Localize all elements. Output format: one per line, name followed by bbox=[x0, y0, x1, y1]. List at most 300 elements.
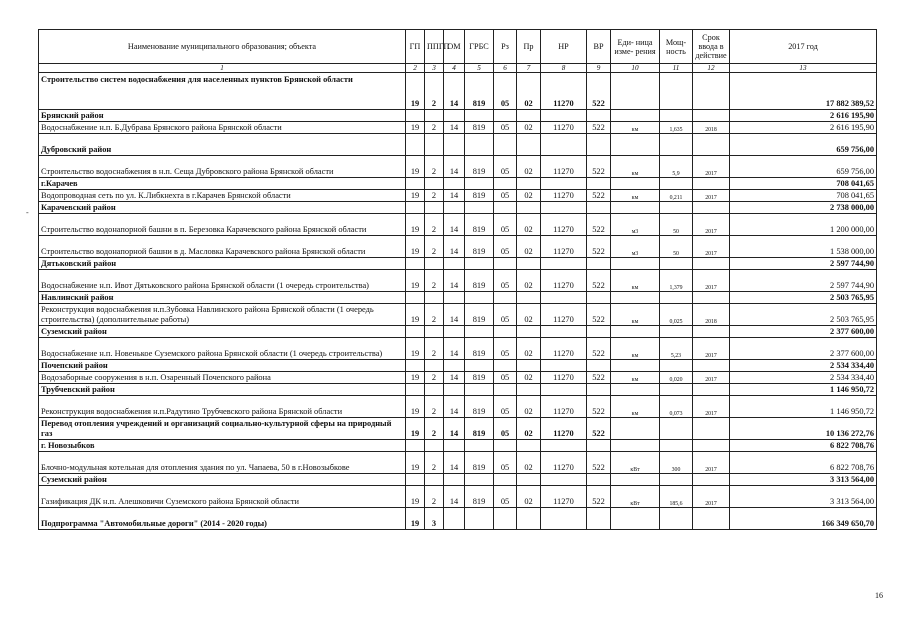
cell-unit: км bbox=[611, 338, 660, 360]
cell-power: 5,23 bbox=[660, 338, 693, 360]
table-row bbox=[39, 508, 877, 530]
cell-nr: 11270 bbox=[541, 396, 587, 418]
cell-gp: 19 bbox=[406, 190, 425, 202]
cell-grbs: 819 bbox=[465, 304, 494, 326]
cell-vr bbox=[587, 292, 611, 304]
cell-nr bbox=[541, 134, 587, 156]
page-number: 16 bbox=[875, 591, 883, 600]
cell-pr: 02 bbox=[517, 122, 541, 134]
cell-nr bbox=[541, 202, 587, 214]
cell-nr: 11270 bbox=[541, 372, 587, 384]
row-name: Суземский район bbox=[39, 326, 406, 338]
cell-amount: 2 616 195,90 bbox=[730, 122, 877, 134]
cell-unit: км bbox=[611, 304, 660, 326]
cell-term bbox=[693, 258, 730, 270]
cell-om bbox=[444, 292, 465, 304]
cell-grbs: 819 bbox=[465, 190, 494, 202]
cell-power bbox=[660, 292, 693, 304]
table-row bbox=[39, 418, 877, 440]
cell-unit: км bbox=[611, 396, 660, 418]
cell-om: 14 bbox=[444, 372, 465, 384]
cell-power bbox=[660, 326, 693, 338]
table-row bbox=[39, 214, 877, 236]
cell-gp bbox=[406, 202, 425, 214]
cell-power: 1,379 bbox=[660, 270, 693, 292]
cell-term: 2018 bbox=[693, 304, 730, 326]
table-row bbox=[39, 156, 877, 178]
cell-grbs bbox=[465, 508, 494, 530]
cell-gp bbox=[406, 326, 425, 338]
cell-om: 14 bbox=[444, 214, 465, 236]
cell-grbs: 819 bbox=[465, 372, 494, 384]
cell-om bbox=[444, 384, 465, 396]
cell-pr: 02 bbox=[517, 418, 541, 440]
group-row bbox=[39, 474, 877, 486]
cell-rz: 05 bbox=[494, 396, 517, 418]
cell-pr bbox=[517, 134, 541, 156]
cell-term: 2017 bbox=[693, 338, 730, 360]
cell-gp: 19 bbox=[406, 338, 425, 360]
table-row bbox=[39, 452, 877, 474]
cell-grbs: 819 bbox=[465, 396, 494, 418]
cell-pr: 02 bbox=[517, 270, 541, 292]
cell-vr: 522 bbox=[587, 396, 611, 418]
group-row bbox=[39, 360, 877, 372]
cell-unit bbox=[611, 178, 660, 190]
cell-gp: 19 bbox=[406, 73, 425, 110]
cell-rz bbox=[494, 292, 517, 304]
cell-gp: 19 bbox=[406, 156, 425, 178]
cell-amount: 708 041,65 bbox=[730, 190, 877, 202]
cell-rz bbox=[494, 474, 517, 486]
cell-unit: км bbox=[611, 270, 660, 292]
cell-rz: 05 bbox=[494, 122, 517, 134]
cell-om bbox=[444, 326, 465, 338]
table-row bbox=[39, 122, 877, 134]
cell-unit bbox=[611, 474, 660, 486]
table-row bbox=[39, 338, 877, 360]
cell-om: 14 bbox=[444, 486, 465, 508]
cell-nr bbox=[541, 292, 587, 304]
cell-term bbox=[693, 73, 730, 110]
cell-pr bbox=[517, 440, 541, 452]
cell-grbs: 819 bbox=[465, 214, 494, 236]
cell-pr: 02 bbox=[517, 486, 541, 508]
cell-om bbox=[444, 134, 465, 156]
cell-om: 14 bbox=[444, 73, 465, 110]
cell-term bbox=[693, 508, 730, 530]
budget-table bbox=[38, 29, 877, 530]
row-name: Строительство водонапорной башни в д. Масловка Карачевского района Брянской области bbox=[39, 236, 406, 258]
cell-grbs: 819 bbox=[465, 73, 494, 110]
cell-power: 0,025 bbox=[660, 304, 693, 326]
cell-power: 50 bbox=[660, 214, 693, 236]
cell-rz: 05 bbox=[494, 486, 517, 508]
table-row bbox=[39, 236, 877, 258]
cell-rz: 05 bbox=[494, 214, 517, 236]
cell-power bbox=[660, 110, 693, 122]
col-number: 6 bbox=[494, 64, 517, 73]
cell-nr: 11270 bbox=[541, 214, 587, 236]
col-number: 13 bbox=[730, 64, 877, 73]
cell-gp bbox=[406, 292, 425, 304]
cell-ppgp: 2 bbox=[425, 486, 444, 508]
cell-gp: 19 bbox=[406, 214, 425, 236]
cell-pr bbox=[517, 258, 541, 270]
cell-vr: 522 bbox=[587, 214, 611, 236]
cell-grbs bbox=[465, 474, 494, 486]
row-name: Водоснабжение н.п. Новенькое Суземского района Брянской области (1 очередь строительства) bbox=[39, 338, 406, 360]
group-row bbox=[39, 202, 877, 214]
col-number: 4 bbox=[444, 64, 465, 73]
cell-ppgp bbox=[425, 258, 444, 270]
cell-grbs bbox=[465, 134, 494, 156]
cell-nr bbox=[541, 110, 587, 122]
col-number: 7 bbox=[517, 64, 541, 73]
cell-term bbox=[693, 474, 730, 486]
cell-unit bbox=[611, 202, 660, 214]
col-number: 1 bbox=[39, 64, 406, 73]
table-row bbox=[39, 486, 877, 508]
cell-gp bbox=[406, 134, 425, 156]
cell-nr: 11270 bbox=[541, 418, 587, 440]
cell-ppgp: 2 bbox=[425, 236, 444, 258]
cell-nr: 11270 bbox=[541, 122, 587, 134]
cell-gp: 19 bbox=[406, 304, 425, 326]
cell-pr bbox=[517, 326, 541, 338]
table-row bbox=[39, 270, 877, 292]
cell-grbs: 819 bbox=[465, 452, 494, 474]
cell-rz: 05 bbox=[494, 372, 517, 384]
group-row bbox=[39, 258, 877, 270]
cell-om: 14 bbox=[444, 338, 465, 360]
cell-term: 2017 bbox=[693, 452, 730, 474]
row-name: г.Карачев bbox=[39, 178, 406, 190]
cell-unit bbox=[611, 110, 660, 122]
cell-amount: 2 503 765,95 bbox=[730, 304, 877, 326]
cell-nr: 11270 bbox=[541, 270, 587, 292]
cell-term bbox=[693, 440, 730, 452]
cell-unit bbox=[611, 326, 660, 338]
cell-om: 14 bbox=[444, 190, 465, 202]
cell-om: 14 bbox=[444, 270, 465, 292]
cell-amount: 2 377 600,00 bbox=[730, 326, 877, 338]
cell-unit: кВт bbox=[611, 452, 660, 474]
cell-gp: 19 bbox=[406, 452, 425, 474]
cell-ppgp: 2 bbox=[425, 396, 444, 418]
cell-om: 14 bbox=[444, 418, 465, 440]
cell-grbs: 819 bbox=[465, 486, 494, 508]
row-name: Реконструкция водоснабжения н.п.Зубовка Навлинского района Брянской области (1 очередь строительства) (дополнительные работы) bbox=[39, 304, 406, 326]
cell-pr bbox=[517, 384, 541, 396]
cell-gp bbox=[406, 360, 425, 372]
cell-term bbox=[693, 326, 730, 338]
row-name: Суземский район bbox=[39, 474, 406, 486]
cell-ppgp bbox=[425, 326, 444, 338]
col-ppgp-header: ППГП bbox=[425, 30, 444, 64]
cell-rz bbox=[494, 384, 517, 396]
cell-amount: 2 597 744,90 bbox=[730, 258, 877, 270]
cell-rz bbox=[494, 202, 517, 214]
cell-amount: 6 822 708,76 bbox=[730, 440, 877, 452]
header-row bbox=[39, 30, 877, 64]
cell-unit bbox=[611, 384, 660, 396]
cell-pr: 02 bbox=[517, 190, 541, 202]
cell-vr: 522 bbox=[587, 452, 611, 474]
cell-term bbox=[693, 292, 730, 304]
row-name: Газификация ДК н.п. Алешковичи Суземского района Брянской области bbox=[39, 486, 406, 508]
row-name: Водоснабжение н.п. Ивот Дятьковского района Брянской области (1 очередь строительства) bbox=[39, 270, 406, 292]
cell-vr bbox=[587, 258, 611, 270]
cell-unit: кВт bbox=[611, 486, 660, 508]
cell-unit bbox=[611, 360, 660, 372]
cell-grbs: 819 bbox=[465, 156, 494, 178]
cell-rz: 05 bbox=[494, 338, 517, 360]
cell-pr bbox=[517, 508, 541, 530]
cell-unit bbox=[611, 292, 660, 304]
cell-rz bbox=[494, 326, 517, 338]
cell-amount: 2 738 000,00 bbox=[730, 202, 877, 214]
cell-ppgp: 2 bbox=[425, 190, 444, 202]
cell-term: 2017 bbox=[693, 486, 730, 508]
cell-unit: км bbox=[611, 190, 660, 202]
cell-vr bbox=[587, 474, 611, 486]
cell-grbs: 819 bbox=[465, 270, 494, 292]
cell-vr bbox=[587, 440, 611, 452]
col-number: 11 bbox=[660, 64, 693, 73]
cell-unit: км bbox=[611, 156, 660, 178]
cell-unit bbox=[611, 134, 660, 156]
cell-amount: 2 503 765,95 bbox=[730, 292, 877, 304]
table-row bbox=[39, 304, 877, 326]
cell-ppgp bbox=[425, 384, 444, 396]
col-number: 2 bbox=[406, 64, 425, 73]
cell-rz: 05 bbox=[494, 73, 517, 110]
cell-grbs: 819 bbox=[465, 338, 494, 360]
cell-vr: 522 bbox=[587, 73, 611, 110]
cell-term: 2017 bbox=[693, 190, 730, 202]
cell-ppgp: 2 bbox=[425, 73, 444, 110]
cell-vr bbox=[587, 178, 611, 190]
table-row bbox=[39, 73, 877, 110]
cell-nr: 11270 bbox=[541, 452, 587, 474]
cell-amount: 1 200 000,00 bbox=[730, 214, 877, 236]
cell-unit bbox=[611, 73, 660, 110]
cell-ppgp bbox=[425, 360, 444, 372]
cell-power: 1,635 bbox=[660, 122, 693, 134]
col-number: 10 bbox=[611, 64, 660, 73]
row-name: Перевод отопления учреждений и организаций социально-культурной сферы на природный газ bbox=[39, 418, 406, 440]
row-name: Карачевский район bbox=[39, 202, 406, 214]
group-row bbox=[39, 440, 877, 452]
col-year-header: 2017 год bbox=[730, 30, 877, 64]
cell-pr bbox=[517, 360, 541, 372]
group-row bbox=[39, 326, 877, 338]
cell-gp: 19 bbox=[406, 270, 425, 292]
cell-term: 2018 bbox=[693, 122, 730, 134]
group-row bbox=[39, 384, 877, 396]
col-number: 3 bbox=[425, 64, 444, 73]
cell-vr: 522 bbox=[587, 190, 611, 202]
cell-nr: 11270 bbox=[541, 338, 587, 360]
cell-amount: 3 313 564,00 bbox=[730, 474, 877, 486]
cell-nr bbox=[541, 178, 587, 190]
row-name: Почепский район bbox=[39, 360, 406, 372]
cell-power bbox=[660, 440, 693, 452]
cell-grbs bbox=[465, 110, 494, 122]
cell-nr: 11270 bbox=[541, 73, 587, 110]
cell-ppgp bbox=[425, 292, 444, 304]
cell-power: 0,020 bbox=[660, 372, 693, 384]
cell-ppgp: 2 bbox=[425, 122, 444, 134]
cell-power: 5,9 bbox=[660, 156, 693, 178]
row-name: Трубчевский район bbox=[39, 384, 406, 396]
cell-om: 14 bbox=[444, 396, 465, 418]
cell-term: 2017 bbox=[693, 236, 730, 258]
cell-rz bbox=[494, 360, 517, 372]
cell-vr bbox=[587, 360, 611, 372]
cell-power: 0,073 bbox=[660, 396, 693, 418]
cell-pr bbox=[517, 178, 541, 190]
cell-gp: 19 bbox=[406, 418, 425, 440]
cell-term: 2017 bbox=[693, 214, 730, 236]
cell-rz bbox=[494, 258, 517, 270]
cell-pr: 02 bbox=[517, 156, 541, 178]
cell-vr: 522 bbox=[587, 418, 611, 440]
cell-vr bbox=[587, 326, 611, 338]
table-row bbox=[39, 372, 877, 384]
row-name: Навлинский район bbox=[39, 292, 406, 304]
cell-grbs bbox=[465, 440, 494, 452]
cell-nr bbox=[541, 384, 587, 396]
row-name: Реконструкция водоснабжения н.п.Радутино Трубчевского района Брянской области bbox=[39, 396, 406, 418]
cell-vr bbox=[587, 384, 611, 396]
col-number: 12 bbox=[693, 64, 730, 73]
cell-gp: 19 bbox=[406, 486, 425, 508]
cell-term: 2017 bbox=[693, 372, 730, 384]
cell-ppgp: 2 bbox=[425, 418, 444, 440]
col-number: 8 bbox=[541, 64, 587, 73]
cell-power bbox=[660, 360, 693, 372]
row-name: Дятьковский район bbox=[39, 258, 406, 270]
col-grbs-header: ГРБС bbox=[465, 30, 494, 64]
cell-power bbox=[660, 418, 693, 440]
cell-term: 2017 bbox=[693, 396, 730, 418]
cell-power: 50 bbox=[660, 236, 693, 258]
row-name: Строительство систем водоснабжения для населенных пунктов Брянской области bbox=[39, 73, 406, 110]
col-term-header: Срок ввода в действие bbox=[693, 30, 730, 64]
cell-rz bbox=[494, 134, 517, 156]
cell-power bbox=[660, 178, 693, 190]
col-number: 9 bbox=[587, 64, 611, 73]
cell-pr bbox=[517, 202, 541, 214]
cell-vr: 522 bbox=[587, 486, 611, 508]
cell-nr: 11270 bbox=[541, 486, 587, 508]
cell-vr: 522 bbox=[587, 372, 611, 384]
cell-om bbox=[444, 508, 465, 530]
cell-power bbox=[660, 134, 693, 156]
col-number: 5 bbox=[465, 64, 494, 73]
cell-rz bbox=[494, 110, 517, 122]
row-name: Брянский район bbox=[39, 110, 406, 122]
cell-gp: 19 bbox=[406, 122, 425, 134]
cell-gp bbox=[406, 178, 425, 190]
cell-amount: 6 822 708,76 bbox=[730, 452, 877, 474]
cell-om: 14 bbox=[444, 156, 465, 178]
table-row bbox=[39, 396, 877, 418]
cell-amount: 2 597 744,90 bbox=[730, 270, 877, 292]
cell-nr bbox=[541, 440, 587, 452]
cell-vr: 522 bbox=[587, 156, 611, 178]
cell-vr: 522 bbox=[587, 338, 611, 360]
col-gp-header: ГП bbox=[406, 30, 425, 64]
cell-om: 14 bbox=[444, 122, 465, 134]
cell-unit: км bbox=[611, 372, 660, 384]
row-name: Дубровский район bbox=[39, 134, 406, 156]
cell-ppgp bbox=[425, 202, 444, 214]
col-name-header: Наименование муниципального образования; объекта bbox=[39, 30, 406, 64]
cell-amount: 166 349 650,70 bbox=[730, 508, 877, 530]
margin-mark: - bbox=[26, 208, 29, 217]
cell-om bbox=[444, 258, 465, 270]
cell-amount: 2 534 334,40 bbox=[730, 360, 877, 372]
cell-ppgp bbox=[425, 110, 444, 122]
group-row bbox=[39, 134, 877, 156]
row-name: Водозаборные сооружения в н.п. Озаренный Почепского района bbox=[39, 372, 406, 384]
cell-unit: м3 bbox=[611, 236, 660, 258]
cell-gp bbox=[406, 110, 425, 122]
cell-ppgp bbox=[425, 474, 444, 486]
col-power-header: Мощ- ность bbox=[660, 30, 693, 64]
cell-gp: 19 bbox=[406, 372, 425, 384]
cell-gp: 19 bbox=[406, 396, 425, 418]
cell-pr: 02 bbox=[517, 338, 541, 360]
row-name: Водоснабжение н.п. Б.Дубрава Брянского района Брянской области bbox=[39, 122, 406, 134]
cell-power bbox=[660, 508, 693, 530]
cell-nr bbox=[541, 258, 587, 270]
cell-pr: 02 bbox=[517, 236, 541, 258]
cell-vr bbox=[587, 134, 611, 156]
col-nr-header: НР bbox=[541, 30, 587, 64]
cell-term bbox=[693, 202, 730, 214]
group-row bbox=[39, 110, 877, 122]
cell-pr: 02 bbox=[517, 452, 541, 474]
cell-unit bbox=[611, 258, 660, 270]
cell-rz: 05 bbox=[494, 270, 517, 292]
cell-grbs: 819 bbox=[465, 418, 494, 440]
cell-gp bbox=[406, 258, 425, 270]
cell-nr: 11270 bbox=[541, 236, 587, 258]
cell-amount: 659 756,00 bbox=[730, 156, 877, 178]
cell-power bbox=[660, 73, 693, 110]
cell-amount: 1 146 950,72 bbox=[730, 384, 877, 396]
row-name: г. Новозыбков bbox=[39, 440, 406, 452]
cell-term bbox=[693, 110, 730, 122]
cell-pr bbox=[517, 474, 541, 486]
cell-pr: 02 bbox=[517, 73, 541, 110]
cell-gp: 19 bbox=[406, 236, 425, 258]
cell-rz: 05 bbox=[494, 156, 517, 178]
cell-nr: 11270 bbox=[541, 304, 587, 326]
cell-rz: 05 bbox=[494, 236, 517, 258]
cell-term: 2017 bbox=[693, 156, 730, 178]
col-om-header: ОМ bbox=[444, 30, 465, 64]
cell-ppgp: 2 bbox=[425, 156, 444, 178]
cell-power bbox=[660, 474, 693, 486]
cell-ppgp: 2 bbox=[425, 304, 444, 326]
cell-ppgp: 2 bbox=[425, 338, 444, 360]
cell-term bbox=[693, 178, 730, 190]
